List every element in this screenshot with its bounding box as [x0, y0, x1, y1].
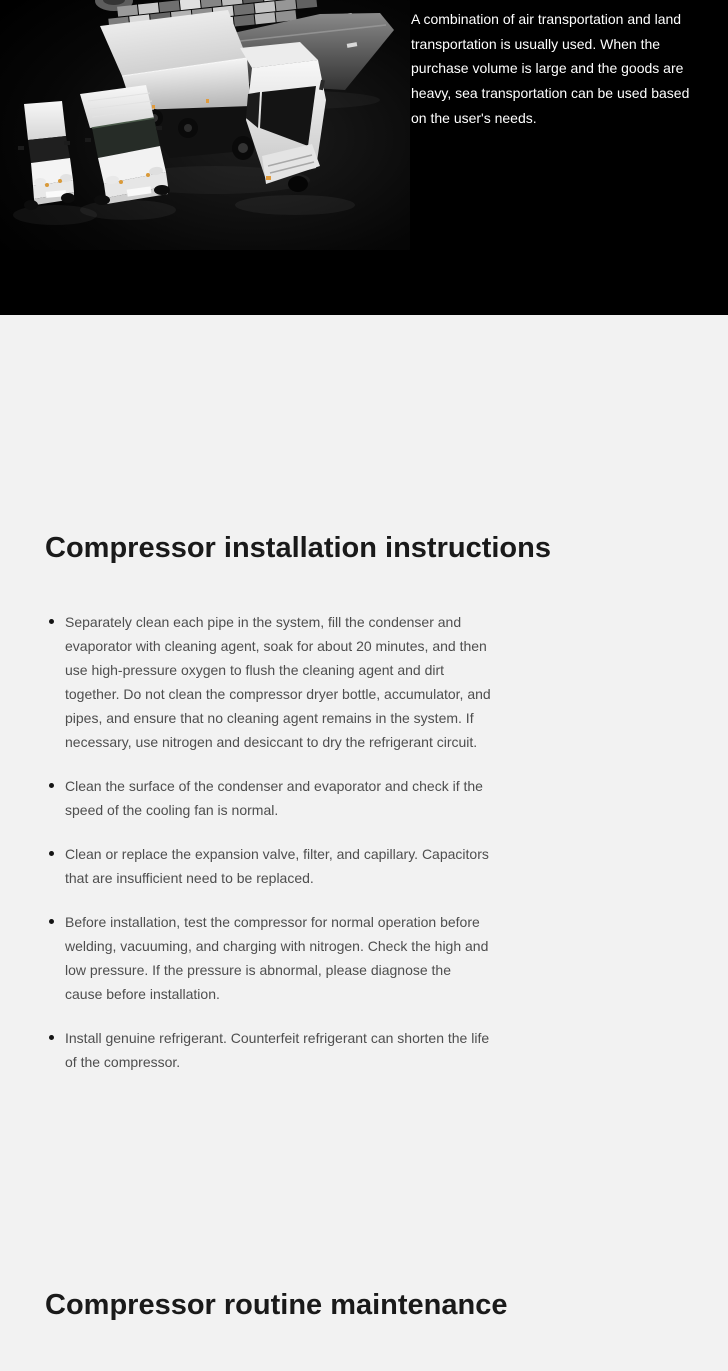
installation-list — [45, 610, 491, 1074]
hero-section — [0, 0, 728, 315]
installation-list-item: Clean or replace the expansion valve, filter, and capillary. Capacitors that are insufficient need to be replaced. — [45, 842, 491, 890]
installation-list-item: Separately clean each pipe in the system, fill the condenser and evaporator with cleaning agent, soak for about 20 minutes, and then use high-pressure oxygen to flush the cleaning agent and dirt together. Do not clean the compressor dryer bottle, accumulator, and pipes, and ensure that no cleaning agent remains in the system. If necessary, use nitrogen and desiccant to dry the refrigerant circuit. — [45, 610, 491, 754]
installation-list-item: Clean the surface of the condenser and evaporator and check if the speed of the cooling fan is normal. — [45, 774, 491, 822]
installation-list-item: Before installation, test the compressor for normal operation before welding, vacuuming, and charging with nitrogen. Check the high and low pressure. If the pressure is abnormal, please diagnose the cause before installation. — [45, 910, 491, 1006]
logistics-vehicles-and-cargo-ship-photo — [0, 0, 410, 250]
description-section — [0, 315, 728, 1323]
installation-title: Compressor installation instructions — [45, 532, 551, 564]
hero-caption: A combination of air transportation and land transportation is usually used. When the purchase volume is large and the goods are heavy, sea transportation can be used based on the user's needs. — [411, 11, 690, 126]
maintenance-title: Compressor routine maintenance — [45, 1289, 508, 1321]
installation-list-item: Install genuine refrigerant. Counterfeit refrigerant can shorten the life of the compressor. — [45, 1026, 491, 1074]
